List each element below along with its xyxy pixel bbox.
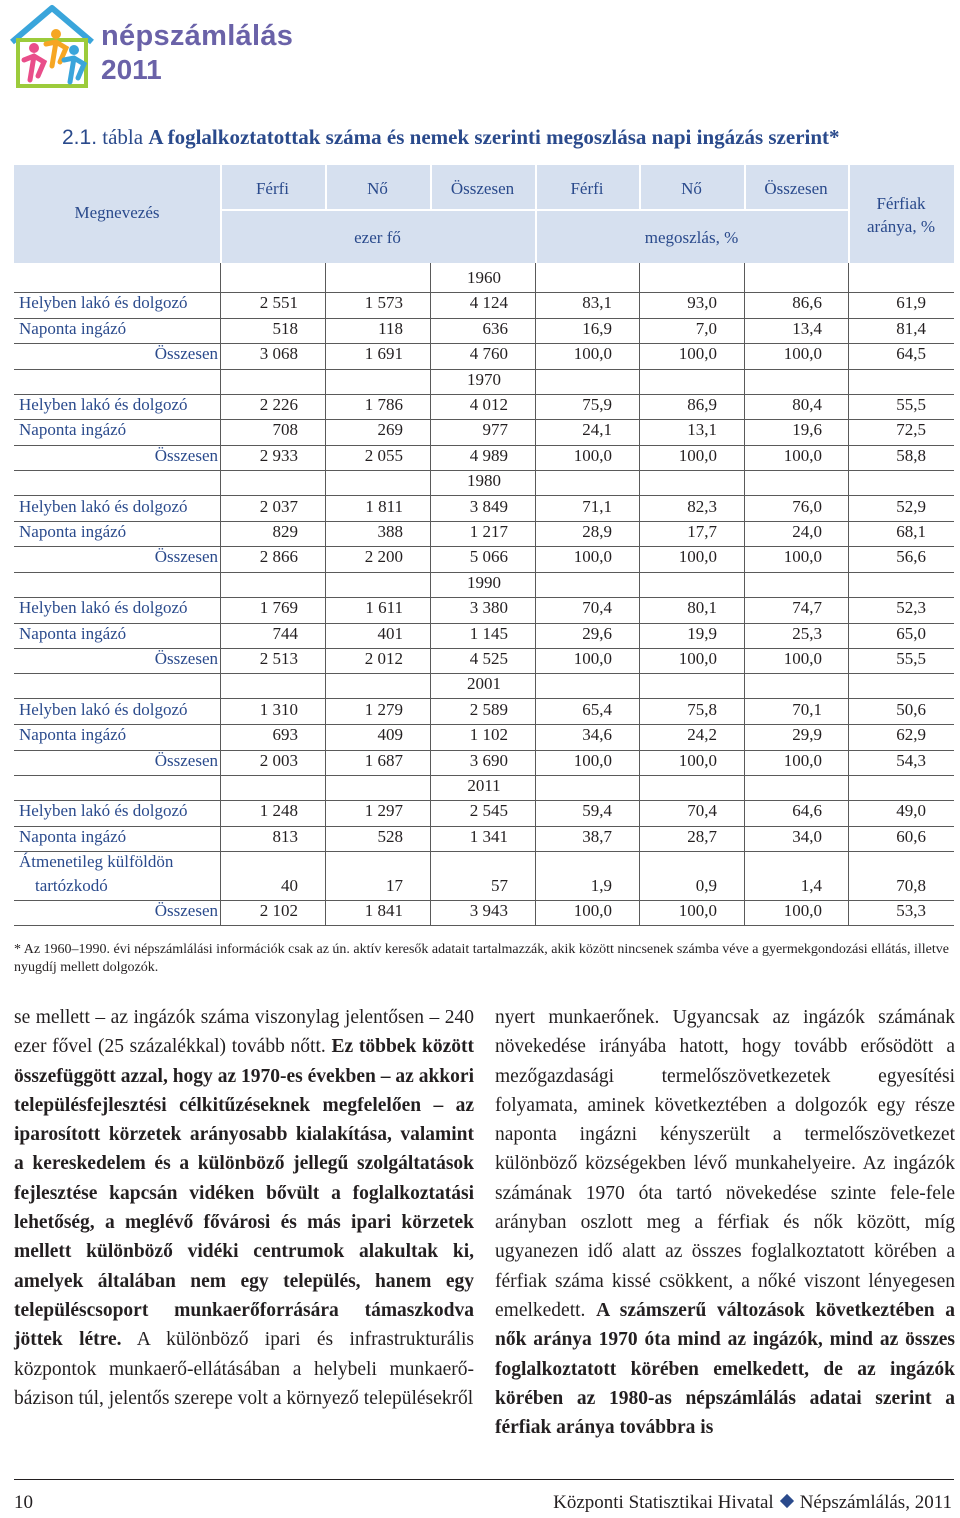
table-cell: 1 769 — [259, 598, 298, 618]
table-cell: 2 589 — [469, 699, 508, 719]
row-label-total: Összesen — [154, 901, 218, 920]
header-col-female-pct: Nő — [681, 179, 702, 198]
table-cell: 57 — [491, 876, 508, 896]
table-cell: 53,3 — [896, 901, 926, 920]
column-divider — [744, 263, 745, 925]
logo-wordmark: népszámlálás — [101, 20, 294, 52]
header-col-total: Összesen — [450, 179, 515, 198]
table-cell: 52,3 — [896, 598, 926, 618]
table-cell: 2 226 — [259, 395, 298, 414]
table-cell: 100,0 — [783, 649, 822, 668]
row-label-continued: tartózkodó — [35, 876, 108, 896]
table-cell: 82,3 — [687, 496, 717, 516]
column-divider — [639, 263, 640, 925]
table-cell: 100,0 — [783, 344, 822, 364]
table-cell: 1 573 — [364, 293, 403, 313]
body-column-left — [14, 1003, 474, 1413]
footer-divider — [14, 1479, 954, 1480]
table-cell: 55,5 — [896, 395, 926, 414]
census-house-icon — [8, 4, 98, 90]
table-cell: 1,9 — [590, 876, 612, 896]
row-label: Naponta ingázó — [19, 318, 127, 338]
body-left-text-1: se mellett – az ingázók száma viszonylag jelentősen – 240 ezer fővel (25 százalékkal) tovább nőtt. — [14, 1007, 474, 1058]
footer-series: Népszámlálás, 2011 — [799, 1492, 952, 1513]
row-label: Helyben lakó és dolgozó — [19, 496, 188, 516]
table-cell: 100,0 — [678, 547, 717, 567]
table-cell: 17,7 — [687, 522, 717, 541]
table-prefix: tábla — [102, 125, 144, 149]
table-cell: 693 — [272, 725, 298, 745]
table-cell: 58,8 — [896, 445, 926, 465]
census-logo — [8, 4, 298, 90]
table-cell: 70,1 — [792, 699, 822, 719]
header-col-total-pct: Összesen — [764, 179, 828, 198]
table-cell: 401 — [377, 623, 403, 643]
table-cell: 70,4 — [582, 598, 612, 618]
header-ratio-line2: aránya, % — [867, 217, 935, 236]
column-divider — [220, 263, 221, 925]
header-unit-percent: megoszlás, % — [644, 228, 739, 247]
table-cell: 34,0 — [792, 826, 822, 846]
table-cell: 24,0 — [792, 522, 822, 541]
table-cell: 1 279 — [364, 699, 403, 719]
table-cell: 83,1 — [582, 293, 612, 313]
table-cell: 744 — [272, 623, 298, 643]
table-cell: 2 003 — [259, 750, 298, 770]
table-cell: 1 297 — [364, 801, 403, 821]
table-cell: 100,0 — [783, 445, 822, 465]
table-cell: 2 513 — [259, 649, 298, 668]
table-cell: 3 690 — [469, 750, 508, 770]
row-label: Átmenetileg külföldön — [19, 852, 174, 872]
table-cell: 34,6 — [582, 725, 612, 745]
diamond-icon — [780, 1494, 794, 1508]
table-cell: 24,2 — [687, 725, 717, 745]
row-label: Helyben lakó és dolgozó — [19, 395, 188, 414]
table-cell: 59,4 — [582, 801, 612, 821]
table-cell: 28,7 — [687, 826, 717, 846]
table-cell: 0,9 — [695, 876, 717, 896]
table-cell: 100,0 — [678, 445, 717, 465]
row-label: Naponta ingázó — [19, 623, 127, 643]
table-cell: 40 — [281, 876, 298, 896]
table-cell: 100,0 — [573, 344, 612, 364]
row-label: Naponta ingázó — [19, 826, 127, 846]
year-heading: 2011 — [467, 776, 501, 795]
table-cell: 269 — [377, 420, 403, 440]
table-cell: 86,9 — [687, 395, 717, 414]
table-cell: 100,0 — [573, 547, 612, 567]
table-title-text: A foglalkoztatottak száma és nemek szerinti megoszlása napi ingázás szerint* — [148, 125, 840, 149]
table-cell: 2 102 — [259, 901, 298, 920]
table-cell: 813 — [272, 826, 298, 846]
table-cell: 17 — [386, 876, 403, 896]
table-cell: 2 055 — [364, 445, 403, 465]
table-title — [62, 125, 840, 150]
row-label: Naponta ingázó — [19, 725, 127, 745]
table-cell: 100,0 — [573, 750, 612, 770]
table-cell: 13,4 — [792, 318, 822, 338]
table-cell: 2 551 — [259, 293, 298, 313]
table-cell: 13,1 — [687, 420, 717, 440]
table-cell: 52,9 — [896, 496, 926, 516]
header-name: Megnevezés — [74, 203, 160, 222]
row-label-total: Összesen — [154, 445, 218, 465]
table-cell: 76,0 — [792, 496, 822, 516]
table-cell: 2 866 — [259, 547, 298, 567]
year-heading: 1960 — [467, 268, 501, 287]
table-cell: 2 037 — [259, 496, 298, 516]
table-cell: 1 611 — [365, 598, 403, 618]
table-cell: 118 — [378, 318, 403, 338]
body-left-text-2: A különböző ipari és infrastrukturális központok munkaerő-ellátásában a helybeli munkaerő-bázison túl, jelentős szerepe volt a környező településekről — [14, 1329, 474, 1409]
table-cell: 1 786 — [364, 395, 403, 414]
table-cell: 977 — [482, 420, 508, 440]
body-right-text: nyert munkaerőnek. Ugyancsak az ingázók számának növekedése irányába hatott, hogy tovább erősödött a mezőgazdasági termelőszövetkezetek egyesítési folyamata, aminek következtében a dolgozók egy része naponta ingázni kényszerült a termelőszövetkezet különböző községekben lévő munkahelyeire. Az ingázók számának 1970 óta tartó növekedése szinte fele-fele arányban oszlott meg a férfiak és nők között, míg ugyanezen idő alatt az összes foglalkoztatott körében a férfiak száma kissé csökkent, a nőké viszont lényegesen emelkedett. — [495, 1007, 955, 1321]
table-cell: 71,1 — [582, 496, 612, 516]
column-divider — [325, 263, 326, 925]
header-unit-thousand: ezer fő — [354, 228, 401, 247]
table-cell: 7,0 — [695, 318, 717, 338]
table-cell: 68,1 — [896, 522, 926, 541]
table-cell: 61,9 — [896, 293, 926, 313]
column-divider — [430, 263, 431, 925]
table-cell: 528 — [377, 826, 403, 846]
table-cell: 4 760 — [469, 344, 508, 364]
table-cell: 19,6 — [792, 420, 822, 440]
table-cell: 50,6 — [896, 699, 926, 719]
table-cell: 518 — [272, 318, 298, 338]
year-heading: 2001 — [467, 674, 501, 694]
table-cell: 56,6 — [896, 547, 926, 567]
table-cell: 100,0 — [573, 649, 612, 668]
page-footer-right — [553, 1492, 952, 1514]
page-number: 10 — [14, 1492, 33, 1513]
row-divider — [14, 925, 954, 926]
row-label: Helyben lakó és dolgozó — [19, 598, 188, 618]
header-ratio-line1: Férfiak — [876, 194, 926, 213]
table-cell: 28,9 — [582, 522, 612, 541]
table-cell: 100,0 — [783, 901, 822, 920]
table-cell: 75,8 — [687, 699, 717, 719]
table-cell: 70,4 — [687, 801, 717, 821]
table-cell: 75,9 — [582, 395, 612, 414]
table-cell: 19,9 — [687, 623, 717, 643]
table-cell: 1 248 — [259, 801, 298, 821]
table-cell: 100,0 — [573, 445, 612, 465]
table-cell: 3 068 — [259, 344, 298, 364]
table-cell: 100,0 — [573, 901, 612, 920]
header-col-female: Nő — [367, 179, 388, 198]
table-cell: 4 124 — [469, 293, 508, 313]
footer-publisher: Központi Statisztikai Hivatal — [553, 1492, 774, 1513]
header-col-male: Férfi — [255, 179, 290, 198]
table-cell: 80,1 — [687, 598, 717, 618]
row-label: Helyben lakó és dolgozó — [19, 293, 188, 313]
year-heading: 1990 — [467, 572, 501, 592]
table-cell: 2 012 — [364, 649, 403, 668]
table-cell: 60,6 — [896, 826, 926, 846]
row-label: Helyben lakó és dolgozó — [19, 801, 188, 821]
body-column-right — [495, 1003, 955, 1442]
row-label: Naponta ingázó — [19, 420, 127, 440]
table-cell: 24,1 — [582, 420, 612, 440]
data-table — [14, 165, 954, 933]
table-cell: 1 341 — [469, 826, 508, 846]
table-cell: 65,0 — [896, 623, 926, 643]
table-cell: 829 — [272, 522, 298, 541]
table-cell: 2 545 — [469, 801, 508, 821]
table-cell: 100,0 — [678, 750, 717, 770]
table-cell: 81,4 — [896, 318, 926, 338]
table-cell: 2 933 — [259, 445, 298, 465]
table-cell: 38,7 — [582, 826, 612, 846]
table-cell: 636 — [482, 318, 508, 338]
table-cell: 72,5 — [896, 420, 926, 440]
table-cell: 100,0 — [783, 750, 822, 770]
table-cell: 409 — [377, 725, 403, 745]
table-cell: 100,0 — [678, 649, 717, 668]
row-label: Naponta ingázó — [19, 522, 127, 541]
table-cell: 708 — [272, 420, 298, 440]
table-cell: 1 217 — [469, 522, 508, 541]
table-cell: 100,0 — [783, 547, 822, 567]
year-heading: 1980 — [467, 471, 501, 491]
table-cell: 86,6 — [792, 293, 822, 313]
table-cell: 16,9 — [582, 318, 612, 338]
table-cell: 1 102 — [469, 725, 508, 745]
table-cell: 4 525 — [469, 649, 508, 668]
table-cell: 1 691 — [364, 344, 403, 364]
table-cell: 388 — [377, 522, 403, 541]
table-cell: 93,0 — [687, 293, 717, 313]
table-cell: 5 066 — [469, 547, 508, 567]
table-cell: 3 849 — [469, 496, 508, 516]
table-cell: 64,5 — [896, 344, 926, 364]
table-cell: 100,0 — [678, 344, 717, 364]
table-cell: 4 989 — [469, 445, 508, 465]
table-cell: 49,0 — [896, 801, 926, 821]
body-left-bold: Ez többek között összefüggött azzal, hogy az 1970-es években – az akkori településfejlesztési célkitűzéseknek megfelelően – az iparosított körzetek arányosabb kialakítása, valamint a kereskedelem és a különböző jellegű szolgáltatások fejlesztése kapcsán vidéken bővült a foglalkoztatási lehetőség, a meglévő fővárosi és más ipari körzetek mellett különböző vidéki centrumok alakultak ki, amelyek általában nem egy település, hanem egy településcsoport munkaerőforrására támaszkodva jöttek létre. — [14, 1036, 474, 1351]
table-cell: 55,5 — [896, 649, 926, 668]
row-label-total: Összesen — [154, 547, 218, 567]
table-cell: 70,8 — [896, 876, 926, 896]
table-cell: 3 380 — [469, 598, 508, 618]
header-col-male-pct: Férfi — [570, 179, 604, 198]
row-label: Helyben lakó és dolgozó — [19, 699, 188, 719]
table-cell: 54,3 — [896, 750, 926, 770]
body-right-bold: A számszerű változások következtében a nők aránya 1970 óta mind az ingázók, mind az összes foglalkoztatott körében emelkedett, de az ingázók körében az 1980-as népszámlálás adatai szerint a férfiak aránya továbbra is — [495, 1299, 955, 1439]
row-label-total: Összesen — [154, 750, 218, 770]
table-cell: 65,4 — [582, 699, 612, 719]
table-cell: 29,9 — [792, 725, 822, 745]
table-cell: 80,4 — [792, 395, 822, 414]
table-cell: 2 200 — [364, 547, 403, 567]
table-cell: 1,4 — [800, 876, 822, 896]
table-cell: 1 841 — [364, 901, 403, 920]
table-cell: 62,9 — [896, 725, 926, 745]
table-cell: 25,3 — [792, 623, 822, 643]
table-cell: 29,6 — [582, 623, 612, 643]
table-cell: 74,7 — [792, 598, 822, 618]
table-cell: 1 310 — [259, 699, 298, 719]
row-label-total: Összesen — [154, 649, 218, 668]
year-heading: 1970 — [467, 369, 501, 389]
column-divider — [535, 263, 536, 925]
table-cell: 4 012 — [469, 395, 508, 414]
logo-year: 2011 — [101, 54, 162, 85]
column-divider — [848, 263, 849, 925]
table-number: 2.1. — [62, 126, 98, 149]
table-cell: 100,0 — [678, 901, 717, 920]
table-cell: 3 943 — [469, 901, 508, 920]
row-label-total: Összesen — [154, 344, 218, 364]
table-cell: 1 687 — [364, 750, 403, 770]
table-cell: 1 811 — [365, 496, 403, 516]
table-cell: 64,6 — [792, 801, 822, 821]
table-cell: 1 145 — [469, 623, 508, 643]
table-footnote: * Az 1960–1990. évi népszámlálási információk csak az ún. aktív keresők adatait tartalmazzák, akik között nincsenek számba véve a gyermekgondozási ellátás, illetve nyugdíj mellett dolgozók. — [14, 942, 949, 975]
